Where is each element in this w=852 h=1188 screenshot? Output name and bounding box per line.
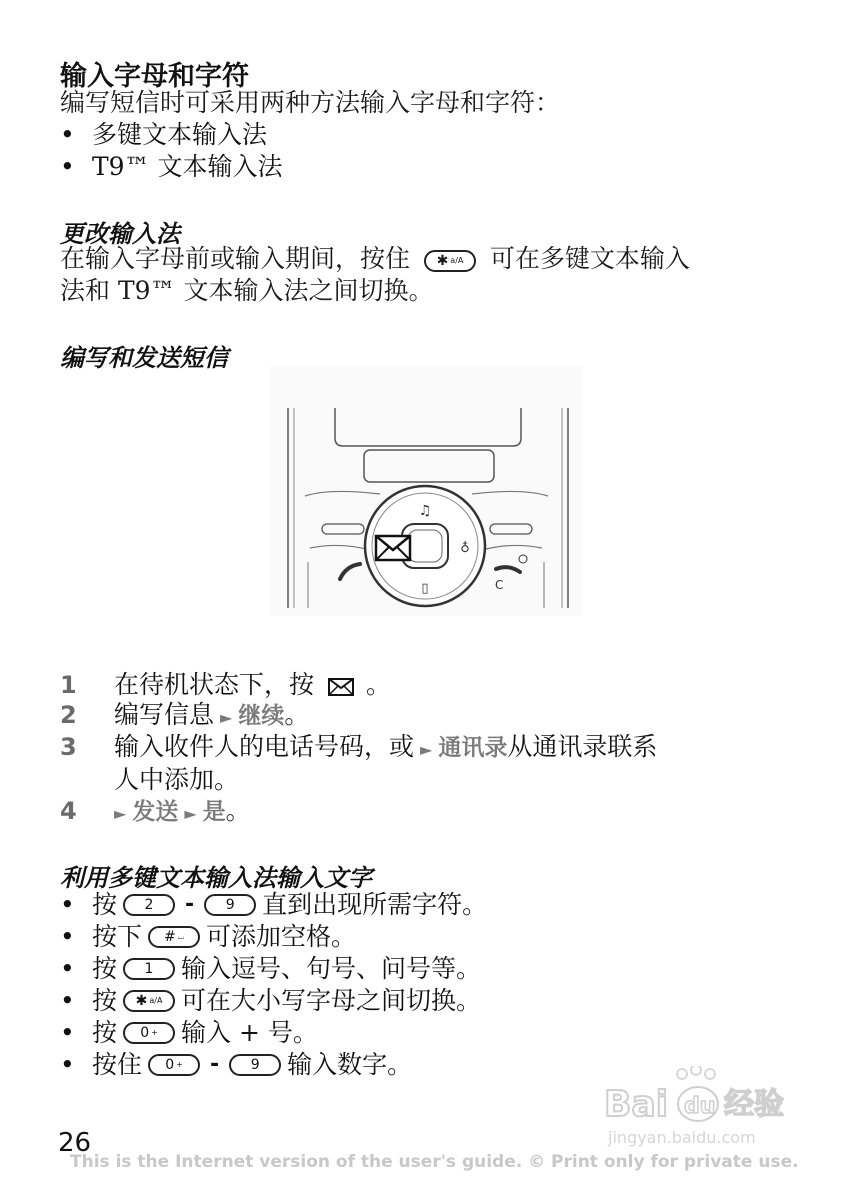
key-label: # <box>163 929 176 945</box>
text-fragment: 在输入字母前或输入期间，按住 <box>60 244 411 273</box>
step-number: 2 <box>60 701 77 729</box>
svg-text:C: C <box>495 578 504 592</box>
key-label: ✱ <box>436 252 449 269</box>
section-title: 输入字母和字符 <box>60 61 249 92</box>
menu-item-yes: 是 <box>202 799 226 825</box>
bullet-icon: • <box>60 1050 75 1079</box>
message-icon <box>328 678 354 696</box>
item-text: 按 <box>92 986 118 1015</box>
menu-item-contacts: 通讯录 <box>438 735 508 761</box>
hash-key-icon <box>148 926 200 948</box>
key-2-icon <box>123 894 175 916</box>
key-label: 1 <box>144 961 154 977</box>
baidu-jingyan-watermark <box>604 1066 804 1126</box>
bullet-icon: • <box>60 1018 75 1047</box>
svg-text:du: du <box>684 1094 716 1119</box>
item-text: 输入数字。 <box>287 1050 413 1079</box>
menu-arrow-icon: ► <box>184 804 197 823</box>
list-item <box>60 120 267 150</box>
change-method-line2: 法和 T9™ 文本输入法之间切换。 <box>60 276 434 305</box>
step-number: 3 <box>60 733 77 761</box>
text-fragment: 可在多键文本输入 <box>489 244 690 273</box>
item-text: 按 <box>92 890 118 919</box>
menu-arrow-icon: ► <box>420 740 433 759</box>
key-label: ✱ <box>135 993 148 1009</box>
key-label: 9 <box>225 897 235 913</box>
method-label: 多键文本输入法 <box>92 120 268 149</box>
list-item <box>60 986 481 1016</box>
bullet-icon: • <box>60 922 75 951</box>
list-item <box>60 1050 412 1080</box>
svg-text:▯: ▯ <box>421 581 429 596</box>
step-text: 在待机状态下，按 <box>114 670 315 699</box>
step-4 <box>60 796 251 829</box>
step-2 <box>60 700 309 733</box>
key-0-icon <box>148 1054 200 1076</box>
page-number: 26 <box>58 1128 92 1158</box>
key-label: 0 <box>140 1025 150 1041</box>
svg-text:♫: ♫ <box>418 503 432 519</box>
range-dash: - <box>210 1052 220 1077</box>
list-item <box>60 1018 318 1048</box>
item-text: 输入 + 号。 <box>181 1018 318 1047</box>
step-text: 输入收件人的电话号码，或 <box>114 732 415 761</box>
key-label: 9 <box>250 1057 260 1073</box>
menu-arrow-icon: ► <box>220 708 233 727</box>
key-label: 2 <box>144 897 154 913</box>
step-1 <box>60 670 391 700</box>
step-text-continued: 人中添加。 <box>114 765 240 794</box>
svg-text:Bai: Bai <box>604 1084 669 1125</box>
change-method-line1 <box>60 244 690 274</box>
star-key-icon <box>424 250 476 272</box>
menu-item-continue: 继续 <box>238 703 285 729</box>
list-item <box>60 922 356 952</box>
key-sublabel: + <box>151 1028 158 1037</box>
key-sublabel: ⌴ <box>177 932 185 941</box>
bullet-icon: • <box>60 954 75 983</box>
step-3 <box>60 732 657 795</box>
list-item <box>60 954 481 984</box>
multitap-title: 利用多键文本输入法输入文字 <box>60 864 372 892</box>
step-text: 。 <box>225 796 251 825</box>
step-text: 从通讯录联系 <box>507 732 658 761</box>
svg-text:经验: 经验 <box>724 1087 784 1122</box>
key-9-icon <box>204 894 256 916</box>
key-sublabel: a/A <box>450 255 464 265</box>
watermark-url: jingyan.baidu.com <box>608 1128 756 1147</box>
key-label: 0 <box>165 1057 175 1073</box>
item-text: 按 <box>92 1018 118 1047</box>
bullet-icon: • <box>60 120 75 149</box>
star-key-icon <box>123 990 175 1012</box>
list-item <box>60 152 283 182</box>
range-dash: - <box>185 892 195 917</box>
menu-arrow-icon: ► <box>114 804 127 823</box>
intro-text: 编写短信时可采用两种方法输入字母和字符： <box>60 88 561 117</box>
footer-note: This is the Internet version of the user's guide. © Print only for private use. <box>70 1152 799 1172</box>
step-text: 。 <box>284 700 310 729</box>
change-method-title: 更改输入法 <box>60 220 180 248</box>
bullet-icon: • <box>60 890 75 919</box>
phone-illustration <box>270 366 582 616</box>
item-text: 按 <box>92 954 118 983</box>
key-sublabel: a/A <box>149 996 163 1005</box>
key-9-icon <box>229 1054 281 1076</box>
item-text: 输入逗号、句号、问号等。 <box>181 954 482 983</box>
step-number: 4 <box>60 797 77 825</box>
item-text: 可在大小写字母之间切换。 <box>181 986 482 1015</box>
bullet-icon: • <box>60 152 75 181</box>
svg-text:♁: ♁ <box>460 541 470 556</box>
item-text: 直到出现所需字符。 <box>262 890 488 919</box>
menu-item-send: 发送 <box>132 799 179 825</box>
key-sublabel: + <box>176 1060 183 1069</box>
item-text: 可添加空格。 <box>206 922 357 951</box>
step-number: 1 <box>60 671 77 699</box>
key-0-icon <box>123 1022 175 1044</box>
key-1-icon <box>123 958 175 980</box>
step-text: 编写信息 <box>114 700 215 729</box>
method-label: T9™ 文本输入法 <box>92 152 283 181</box>
item-text: 按住 <box>92 1050 143 1079</box>
bullet-icon: • <box>60 986 75 1015</box>
compose-title: 编写和发送短信 <box>60 344 228 372</box>
item-text: 按下 <box>92 922 143 951</box>
step-text: 。 <box>366 670 392 699</box>
list-item <box>60 890 487 920</box>
